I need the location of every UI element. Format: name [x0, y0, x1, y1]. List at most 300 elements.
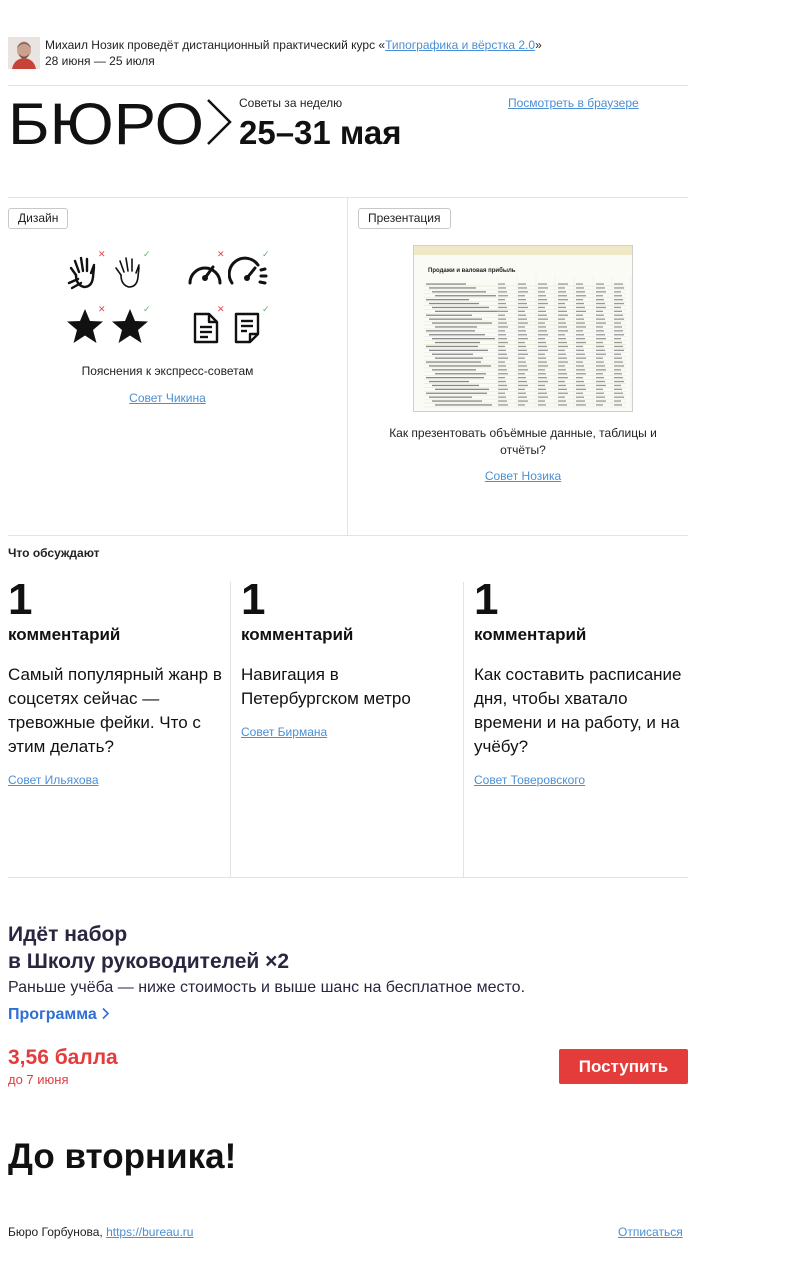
report-cell: [576, 342, 586, 343]
speedometer-icon: [186, 256, 224, 286]
report-row-label: [435, 358, 483, 359]
report-cell: [614, 354, 621, 355]
report-cell: [538, 291, 545, 292]
report-cell: [538, 381, 548, 382]
promo-text-after: »: [535, 38, 542, 52]
report-cell: [558, 397, 565, 398]
report-cell: [518, 346, 526, 347]
report-cell: [614, 373, 622, 374]
report-cell: [614, 400, 621, 401]
report-cell: [596, 346, 604, 347]
unsubscribe-link[interactable]: Отписаться: [618, 1225, 683, 1239]
report-row-label: [435, 326, 477, 327]
report-cell: [498, 299, 505, 300]
report-cell: [498, 311, 508, 312]
report-cell: [558, 400, 566, 401]
report-cell: [596, 291, 606, 292]
report-cell: [538, 315, 547, 316]
tip-author-link[interactable]: Совет Чикина: [129, 391, 206, 405]
report-cell: [596, 342, 603, 343]
report-cell: [614, 350, 624, 351]
report-cell: [614, 365, 624, 366]
report-cell: [614, 361, 623, 362]
course-link[interactable]: Типографика и вёрстка 2.0: [385, 38, 536, 52]
report-cell: [498, 322, 507, 323]
report-cell: [498, 342, 508, 343]
report-cell: [518, 342, 525, 343]
comment-count: 1: [241, 575, 266, 624]
comment-count: 1: [474, 575, 499, 624]
report-row-label: [426, 299, 469, 300]
report-cell: [498, 307, 507, 308]
report-cell: [614, 346, 623, 347]
report-row-label: [432, 369, 476, 370]
report-cell: [596, 389, 603, 390]
report-cell: [576, 350, 584, 351]
report-cell: [538, 393, 547, 394]
report-row-label: [426, 330, 475, 331]
report-cell: [596, 377, 604, 378]
report-cell: [576, 334, 584, 335]
report-cell: [498, 338, 507, 339]
report-cell: [518, 377, 526, 378]
report-cell: [558, 389, 567, 390]
report-cell: [538, 322, 545, 323]
report-cell: [518, 393, 526, 394]
report-cell: [498, 365, 506, 366]
report-cell: [558, 377, 568, 378]
report-cell: [498, 393, 505, 394]
report-cell: [596, 338, 606, 339]
report-cell: [576, 291, 585, 292]
discussion-title: Что обсуждают: [8, 546, 100, 560]
report-cell: [614, 326, 622, 327]
report-cell: [518, 334, 527, 335]
correct-mark-icon: ✓: [262, 304, 270, 314]
report-cell: [576, 287, 584, 288]
report-cell: [538, 295, 546, 296]
report-cell: [538, 330, 547, 331]
report-row-label: [429, 287, 476, 288]
report-cell: [558, 361, 568, 362]
report-cell: [596, 299, 604, 300]
report-cell: [596, 315, 604, 316]
report-cell: [596, 319, 605, 320]
discussion-item-link[interactable]: Совет Бирмана: [241, 725, 328, 739]
report-cell: [518, 373, 525, 374]
report-cell: [614, 338, 621, 339]
report-cell: [596, 295, 603, 296]
tip-caption: Как презентовать объёмные данные, таблицы и отчёты?: [389, 426, 657, 457]
report-cell: [558, 369, 566, 370]
report-cell: [498, 330, 505, 331]
report-cell: [538, 283, 547, 284]
discussion-item-link[interactable]: Совет Товеровского: [474, 773, 586, 787]
report-cell: [596, 365, 605, 366]
report-cell: [576, 397, 584, 398]
report-cell: [538, 346, 547, 347]
ad-multiplier: ×2: [265, 950, 290, 973]
promo-text: [45, 37, 542, 69]
report-cell: [614, 322, 621, 323]
report-cell: [576, 365, 584, 366]
report-cell: [558, 373, 567, 374]
report-cell: [596, 322, 606, 323]
speedometer-icon: [228, 256, 268, 286]
report-cell: [538, 361, 547, 362]
report-cell: [596, 393, 604, 394]
report-cell: [558, 299, 568, 300]
report-cell: [596, 334, 605, 335]
report-cell: [538, 307, 545, 308]
report-cell: [498, 326, 508, 327]
report-cell: [518, 369, 528, 370]
report-cell: [576, 385, 585, 386]
report-cell: [518, 381, 527, 382]
report-cell: [558, 283, 568, 284]
report-cell: [518, 358, 525, 359]
report-cell: [498, 377, 505, 378]
report-cell: [614, 385, 621, 386]
report-cell: [558, 330, 568, 331]
report-cell: [614, 295, 622, 296]
report-cell: [518, 389, 525, 390]
report-cell: [558, 346, 568, 347]
report-cell: [614, 389, 622, 390]
report-row-label: [435, 389, 489, 390]
school-ad-headline[interactable]: [8, 921, 289, 975]
report-cell: [498, 373, 508, 374]
report-row-label: [432, 385, 479, 386]
report-cell: [596, 397, 605, 398]
report-cell: [498, 381, 506, 382]
column-divider: [230, 582, 231, 877]
report-cell: [498, 287, 506, 288]
site-link[interactable]: https://bureau.ru: [106, 1225, 194, 1239]
report-cell: [576, 322, 585, 323]
report-cell: [576, 330, 583, 331]
divider: [8, 197, 688, 198]
column-divider: [347, 198, 348, 535]
report-cell: [498, 295, 508, 296]
report-cell: [576, 346, 583, 347]
report-cell: [576, 295, 586, 296]
report-cell: [538, 338, 545, 339]
report-cell: [576, 315, 583, 316]
report-cell: [558, 338, 566, 339]
column-divider: [463, 582, 464, 877]
report-cell: [614, 358, 622, 359]
report-cell: [576, 326, 586, 327]
report-cell: [498, 369, 507, 370]
tip-author-link[interactable]: Совет Нозика: [484, 469, 562, 483]
report-cell: [576, 338, 585, 339]
report-cell: [558, 365, 565, 366]
report-row-label: [432, 307, 489, 308]
report-cell: [576, 369, 585, 370]
report-cell: [596, 354, 606, 355]
report-cell: [538, 303, 548, 304]
report-cell: [538, 377, 547, 378]
report-cell: [614, 369, 621, 370]
divider: [8, 535, 688, 536]
comment-unit: комментарий: [474, 625, 587, 644]
report-row-label: [429, 319, 482, 320]
report-cell: [614, 404, 622, 405]
report-row-label: [432, 400, 482, 401]
footer-org: Бюро Горбунова,: [8, 1225, 107, 1239]
report-cell: [518, 315, 526, 316]
report-cell: [596, 373, 603, 374]
report-cell: [614, 319, 624, 320]
report-cell: [498, 354, 507, 355]
report-cell: [538, 342, 546, 343]
document-icon: [234, 312, 260, 344]
report-cell: [498, 319, 506, 320]
discussion-item: [241, 575, 456, 741]
comment-unit: комментарий: [241, 625, 354, 644]
report-row-label: [426, 377, 484, 378]
report-cell: [596, 303, 605, 304]
report-cell: [558, 303, 565, 304]
report-cell: [498, 346, 505, 347]
report-row-label: [426, 346, 478, 347]
report-cell: [538, 404, 546, 405]
express-tips-illustration[interactable]: [66, 250, 276, 346]
chevron-right-icon: [101, 1007, 110, 1020]
week-dates: 25–31 мая: [239, 114, 402, 151]
report-cell: [518, 338, 528, 339]
tip-author-link-wrap: [378, 469, 668, 483]
report-cell: [558, 307, 566, 308]
report-cell: [538, 369, 545, 370]
report-row-label: [432, 338, 495, 339]
tag-design[interactable]: Дизайн: [8, 208, 68, 229]
report-cell: [498, 385, 507, 386]
report-cell: [576, 389, 586, 390]
report-cell: [614, 397, 624, 398]
report-cell: [596, 287, 605, 288]
report-cell: [518, 319, 527, 320]
report-cell: [576, 393, 583, 394]
program-link[interactable]: [8, 1005, 110, 1025]
report-cell: [498, 315, 505, 316]
report-cell: [558, 350, 565, 351]
report-cell: [538, 350, 548, 351]
report-cell: [614, 311, 622, 312]
report-cell: [558, 393, 568, 394]
report-cell: [518, 397, 527, 398]
discussion-item: [474, 575, 684, 789]
report-cell: [596, 326, 603, 327]
report-row-label: [432, 322, 492, 323]
apply-button[interactable]: Поступить: [559, 1049, 688, 1084]
course-promo: [8, 37, 688, 69]
report-row-label: [432, 354, 473, 355]
report-row-label: [432, 291, 486, 292]
report-cell: [518, 404, 525, 405]
bureau-logo[interactable]: [8, 96, 234, 148]
report-cell: [596, 350, 605, 351]
discussion-item-link[interactable]: Совет Ильяхова: [8, 773, 99, 787]
report-cell: [596, 400, 606, 401]
report-cell: [538, 326, 546, 327]
report-cell: [518, 385, 528, 386]
report-cell: [558, 385, 566, 386]
report-row-label: [426, 361, 481, 362]
comment-unit: комментарий: [8, 625, 121, 644]
report-cell: [576, 361, 583, 362]
report-cell: [558, 326, 567, 327]
report-cell: [576, 299, 583, 300]
report-row-label: [429, 303, 479, 304]
report-cell: [538, 385, 545, 386]
report-cell: [614, 303, 624, 304]
logo-chevron-icon: [208, 100, 230, 144]
report-cell: [614, 299, 623, 300]
ad-headline-line2: в Школу руководителей: [8, 950, 260, 973]
report-cell: [538, 311, 546, 312]
report-cell: [576, 307, 585, 308]
report-cell: [576, 283, 583, 284]
report-cell: [538, 299, 547, 300]
avatar: [8, 37, 40, 69]
report-cell: [538, 319, 548, 320]
report-cell: [614, 287, 624, 288]
report-cell: [596, 358, 603, 359]
week-label: Советы за неделю: [239, 96, 343, 110]
view-in-browser-link[interactable]: Посмотреть в браузере: [508, 96, 639, 110]
comment-count: 1: [8, 575, 33, 624]
discussion-item: [8, 575, 223, 789]
report-cell: [498, 400, 507, 401]
report-cell: [518, 283, 526, 284]
score-deadline: до 7 июня: [8, 1072, 69, 1087]
report-cell: [518, 354, 528, 355]
farewell-heading: До вторника!: [8, 1137, 237, 1176]
report-row-label: [435, 373, 486, 374]
report-cell: [538, 365, 548, 366]
school-ad-subtitle: Раньше учёба — ниже стоимость и выше шанс на бесплатное место.: [8, 979, 526, 996]
report-row-label: [429, 365, 491, 366]
wrong-mark-icon: ✕: [217, 249, 225, 259]
report-cell: [576, 354, 585, 355]
report-cell: [596, 283, 604, 284]
report-cell: [596, 311, 603, 312]
report-cell: [498, 404, 508, 405]
report-cell: [518, 311, 525, 312]
wrong-mark-icon: ✕: [98, 249, 106, 259]
report-cell: [518, 303, 527, 304]
report-cell: [576, 358, 586, 359]
report-cell: [576, 400, 585, 401]
report-cell: [558, 315, 568, 316]
report-screenshot-image[interactable]: [413, 245, 633, 412]
report-cell: [498, 397, 506, 398]
report-cell: [614, 291, 621, 292]
report-cell: [614, 315, 623, 316]
report-table-thumbnail: [414, 246, 632, 411]
report-cell: [498, 291, 507, 292]
logo-text: БЮРО: [8, 96, 204, 148]
report-cell: [596, 404, 603, 405]
report-cell: [558, 322, 566, 323]
report-cell: [614, 334, 624, 335]
discussion-item-title[interactable]: Навигация в Петербургском метро: [241, 665, 411, 708]
divider: [8, 85, 688, 86]
report-cell: [614, 381, 624, 382]
correct-mark-icon: ✓: [262, 249, 270, 259]
report-cell: [558, 295, 567, 296]
report-row-label: [426, 315, 472, 316]
report-cell: [558, 381, 565, 382]
report-cell: [596, 307, 606, 308]
report-cell: [498, 303, 506, 304]
report-cell: [576, 303, 584, 304]
report-cell: [538, 397, 548, 398]
report-row-label: [435, 311, 499, 312]
ad-headline-line2-wrap: [8, 948, 289, 975]
report-title: Продажи и валовая прибыль: [428, 268, 516, 274]
report-cell: [596, 330, 604, 331]
report-cell: [518, 350, 527, 351]
report-cell: [518, 287, 527, 288]
report-cell: [498, 283, 505, 284]
report-row-label: [429, 397, 472, 398]
report-cell: [538, 400, 545, 401]
report-cell: [498, 358, 508, 359]
report-cell: [596, 385, 606, 386]
report-cell: [596, 369, 606, 370]
divider: [8, 877, 688, 878]
report-cell: [498, 350, 506, 351]
report-cell: [518, 400, 528, 401]
report-cell: [498, 389, 508, 390]
report-cell: [518, 307, 528, 308]
discussion-item-title[interactable]: Самый популярный жанр в соцсетях сейчас — тревожные фейки. Что с этим делать?: [8, 665, 222, 756]
tag-presentation[interactable]: Презентация: [358, 208, 451, 229]
wrong-mark-icon: ✕: [98, 304, 106, 314]
report-cell: [558, 319, 565, 320]
report-cell: [558, 404, 567, 405]
report-cell: [518, 361, 526, 362]
correct-mark-icon: ✓: [143, 304, 151, 314]
discussion-item-title[interactable]: Как составить расписание дня, чтобы хватало времени и на работу, и на учёбу?: [474, 665, 682, 756]
report-cell: [576, 319, 584, 320]
promo-dates: 28 июня — 25 июля: [45, 54, 155, 68]
passing-score: 3,56 балла: [8, 1046, 118, 1069]
report-row-label: [426, 393, 487, 394]
report-cell: [538, 389, 546, 390]
tip-caption: Пояснения к экспресс-советам: [81, 364, 254, 378]
tip-author-link-wrap: [8, 391, 327, 405]
report-cell: [518, 326, 525, 327]
report-cell: [518, 365, 527, 366]
report-cell: [518, 295, 525, 296]
report-cell: [538, 373, 546, 374]
report-cell: [576, 404, 586, 405]
promo-text-before: Михаил Нозик проведёт дистанционный практический курс «: [45, 38, 386, 52]
report-cell: [576, 377, 583, 378]
ad-headline-line1: Идёт набор: [8, 923, 128, 946]
report-cell: [518, 330, 526, 331]
report-cell: [558, 287, 565, 288]
report-cell: [614, 283, 623, 284]
report-cell: [614, 377, 623, 378]
report-cell: [558, 354, 566, 355]
document-icon: [193, 312, 219, 344]
report-row-label: [429, 334, 485, 335]
